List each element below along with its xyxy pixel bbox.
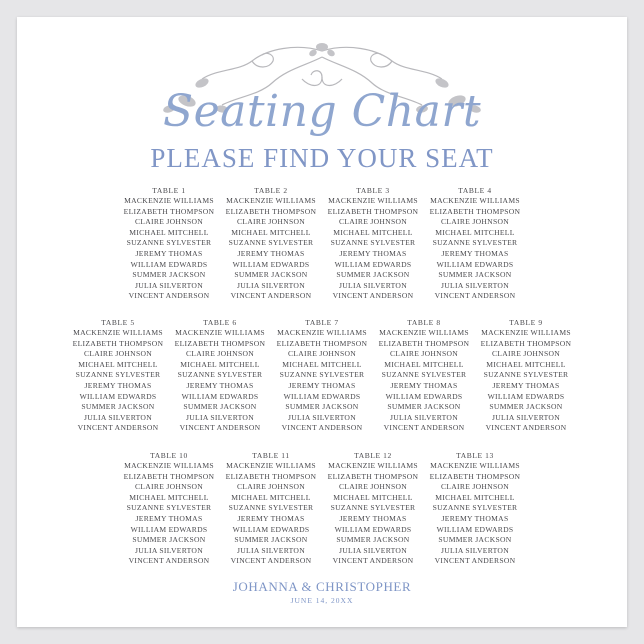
table-name: TABLE 5 xyxy=(101,318,135,327)
guest-name: SUZANNE SYLVESTER xyxy=(483,370,569,380)
table-name: TABLE 10 xyxy=(150,451,188,460)
guest-name: CLAIRE JOHNSON xyxy=(236,217,306,227)
guest-name: SUZANNE SYLVESTER xyxy=(228,238,314,248)
guest-name: MACKENZIE WILLIAMS xyxy=(481,328,571,337)
guest-name: JEREMY THOMAS xyxy=(339,513,407,523)
guest-name: JEREMY THOMAS xyxy=(441,513,509,523)
guest-name: VINCENT ANDERSON xyxy=(128,556,210,566)
guest-name: MACKENZIE WILLIAMS xyxy=(328,196,418,205)
guest-name: CLAIRE JOHNSON xyxy=(440,217,510,227)
guest-name: WILLIAM EDWARDS xyxy=(130,259,208,269)
guest-name: SUZANNE SYLVESTER xyxy=(228,503,314,513)
seating-table xyxy=(424,185,526,302)
guest-name: ELIZABETH THOMPSON xyxy=(276,338,368,348)
guest-name: WILLIAM EDWARDS xyxy=(181,391,259,401)
guest-name: ELIZABETH THOMPSON xyxy=(225,471,317,481)
guest-name: SUMMER JACKSON xyxy=(81,402,155,412)
guest-name: CLAIRE JOHNSON xyxy=(134,482,204,492)
guest-name: MICHAEL MITCHELL xyxy=(435,227,515,237)
guest-name: VINCENT ANDERSON xyxy=(332,291,414,301)
seating-table xyxy=(220,185,322,302)
guest-name: MICHAEL MITCHELL xyxy=(282,359,362,369)
guest-name: JULIA SILVERTON xyxy=(390,412,458,422)
guest-name: JULIA SILVERTON xyxy=(135,280,203,290)
seating-chart-poster xyxy=(17,17,627,627)
guest-name: JULIA SILVERTON xyxy=(237,545,305,555)
guest-name: JULIA SILVERTON xyxy=(288,412,356,422)
guest-name: JEREMY THOMAS xyxy=(441,248,509,258)
guest-name: SUMMER JACKSON xyxy=(336,535,410,545)
guest-name: SUMMER JACKSON xyxy=(132,535,206,545)
guest-name: JULIA SILVERTON xyxy=(135,545,203,555)
couple-names: JOHANNA & CHRISTOPHER xyxy=(232,579,412,594)
guest-name: SUMMER JACKSON xyxy=(234,535,308,545)
guest-name: JEREMY THOMAS xyxy=(84,380,152,390)
guest-name: SUMMER JACKSON xyxy=(132,270,206,280)
table-name: TABLE 12 xyxy=(354,451,392,460)
guest-name: MACKENZIE WILLIAMS xyxy=(226,461,316,470)
table-name: TABLE 11 xyxy=(252,451,290,460)
guest-name: JULIA SILVERTON xyxy=(441,545,509,555)
guest-name: MACKENZIE WILLIAMS xyxy=(277,328,367,337)
guest-name: JEREMY THOMAS xyxy=(339,248,407,258)
table-name: TABLE 3 xyxy=(356,186,390,195)
guest-name: VINCENT ANDERSON xyxy=(332,556,414,566)
guest-name: CLAIRE JOHNSON xyxy=(83,349,153,359)
guest-name: SUMMER JACKSON xyxy=(438,535,512,545)
guest-name: JEREMY THOMAS xyxy=(135,248,203,258)
guest-name: MACKENZIE WILLIAMS xyxy=(226,196,316,205)
guest-name: CLAIRE JOHNSON xyxy=(491,349,561,359)
guest-name: VINCENT ANDERSON xyxy=(383,423,465,433)
guest-name: VINCENT ANDERSON xyxy=(485,423,567,433)
guest-name: WILLIAM EDWARDS xyxy=(283,391,361,401)
guest-name: MACKENZIE WILLIAMS xyxy=(175,328,265,337)
guest-name: SUMMER JACKSON xyxy=(336,270,410,280)
seating-table xyxy=(322,450,424,567)
guest-name: MICHAEL MITCHELL xyxy=(78,359,158,369)
guest-name: SUZANNE SYLVESTER xyxy=(432,238,518,248)
seating-table xyxy=(67,317,169,434)
guest-name: JULIA SILVERTON xyxy=(339,280,407,290)
guest-name: MACKENZIE WILLIAMS xyxy=(379,328,469,337)
table-name: TABLE 6 xyxy=(203,318,237,327)
guest-name: SUZANNE SYLVESTER xyxy=(330,503,416,513)
guest-name: ELIZABETH THOMPSON xyxy=(72,338,164,348)
guest-name: WILLIAM EDWARDS xyxy=(232,259,310,269)
seating-table xyxy=(169,317,271,434)
guest-name: WILLIAM EDWARDS xyxy=(487,391,565,401)
table-name: TABLE 8 xyxy=(407,318,441,327)
guest-name: JEREMY THOMAS xyxy=(390,380,458,390)
guest-name: CLAIRE JOHNSON xyxy=(287,349,357,359)
table-name: TABLE 9 xyxy=(509,318,543,327)
guest-name: ELIZABETH THOMPSON xyxy=(123,471,215,481)
guest-name: MICHAEL MITCHELL xyxy=(180,359,260,369)
guest-name: SUZANNE SYLVESTER xyxy=(75,370,161,380)
guest-name: VINCENT ANDERSON xyxy=(77,423,159,433)
guest-name: JULIA SILVERTON xyxy=(237,280,305,290)
guest-name: MICHAEL MITCHELL xyxy=(333,492,413,502)
guest-name: WILLIAM EDWARDS xyxy=(436,259,514,269)
guest-name: SUMMER JACKSON xyxy=(489,402,563,412)
guest-name: SUZANNE SYLVESTER xyxy=(177,370,263,380)
guest-name: JULIA SILVERTON xyxy=(84,412,152,422)
guest-name: JULIA SILVERTON xyxy=(441,280,509,290)
guest-name: ELIZABETH THOMPSON xyxy=(378,338,470,348)
table-name: TABLE 2 xyxy=(254,186,288,195)
seating-table xyxy=(118,185,220,302)
guest-name: VINCENT ANDERSON xyxy=(434,556,516,566)
guest-name: MACKENZIE WILLIAMS xyxy=(124,461,214,470)
guest-name: ELIZABETH THOMPSON xyxy=(225,206,317,216)
guest-name: JEREMY THOMAS xyxy=(135,513,203,523)
guest-name: SUZANNE SYLVESTER xyxy=(126,238,212,248)
guest-name: VINCENT ANDERSON xyxy=(230,556,312,566)
table-name: TABLE 4 xyxy=(458,186,492,195)
guest-name: MACKENZIE WILLIAMS xyxy=(430,461,520,470)
guest-name: SUMMER JACKSON xyxy=(387,402,461,412)
guest-name: ELIZABETH THOMPSON xyxy=(429,206,521,216)
guest-name: JEREMY THOMAS xyxy=(288,380,356,390)
guest-name: ELIZABETH THOMPSON xyxy=(174,338,266,348)
guest-name: SUZANNE SYLVESTER xyxy=(330,238,416,248)
guest-name: CLAIRE JOHNSON xyxy=(185,349,255,359)
guest-name: JEREMY THOMAS xyxy=(237,248,305,258)
guest-name: MACKENZIE WILLIAMS xyxy=(328,461,418,470)
guest-name: VINCENT ANDERSON xyxy=(230,291,312,301)
guest-name: VINCENT ANDERSON xyxy=(281,423,363,433)
guest-name: MACKENZIE WILLIAMS xyxy=(124,196,214,205)
guest-name: JULIA SILVERTON xyxy=(339,545,407,555)
table-row-2 xyxy=(17,317,627,434)
table-name: TABLE 1 xyxy=(152,186,186,195)
guest-name: VINCENT ANDERSON xyxy=(434,291,516,301)
guest-name: SUMMER JACKSON xyxy=(234,270,308,280)
table-row-3 xyxy=(17,450,627,567)
guest-name: MICHAEL MITCHELL xyxy=(384,359,464,369)
guest-name: CLAIRE JOHNSON xyxy=(389,349,459,359)
guest-name: SUZANNE SYLVESTER xyxy=(126,503,212,513)
table-row-1 xyxy=(17,185,627,302)
event-date: JUNE 14, 20XX xyxy=(290,596,354,605)
guest-name: JULIA SILVERTON xyxy=(186,412,254,422)
guest-name: CLAIRE JOHNSON xyxy=(338,482,408,492)
guest-name: WILLIAM EDWARDS xyxy=(130,524,208,534)
guest-name: ELIZABETH THOMPSON xyxy=(123,206,215,216)
guest-name: MICHAEL MITCHELL xyxy=(435,492,515,502)
guest-name: JULIA SILVERTON xyxy=(492,412,560,422)
guest-name: MICHAEL MITCHELL xyxy=(129,492,209,502)
guest-name: SUMMER JACKSON xyxy=(285,402,359,412)
guest-name: SUMMER JACKSON xyxy=(438,270,512,280)
guest-name: VINCENT ANDERSON xyxy=(179,423,261,433)
guest-name: WILLIAM EDWARDS xyxy=(79,391,157,401)
guest-name: CLAIRE JOHNSON xyxy=(134,217,204,227)
seating-table xyxy=(373,317,475,434)
guest-name: VINCENT ANDERSON xyxy=(128,291,210,301)
guest-name: MICHAEL MITCHELL xyxy=(333,227,413,237)
guest-name: SUZANNE SYLVESTER xyxy=(432,503,518,513)
guest-name: WILLIAM EDWARDS xyxy=(334,259,412,269)
guest-name: SUZANNE SYLVESTER xyxy=(381,370,467,380)
seating-table xyxy=(322,185,424,302)
guest-name: JEREMY THOMAS xyxy=(492,380,560,390)
guest-name: MICHAEL MITCHELL xyxy=(486,359,566,369)
seating-table xyxy=(271,317,373,434)
table-name: TABLE 7 xyxy=(305,318,339,327)
guest-name: SUMMER JACKSON xyxy=(183,402,257,412)
table-name: TABLE 13 xyxy=(456,451,494,460)
page-subtitle: PLEASE FIND YOUR SEAT xyxy=(150,143,494,173)
guest-name: ELIZABETH THOMPSON xyxy=(327,471,419,481)
guest-name: CLAIRE JOHNSON xyxy=(338,217,408,227)
guest-name: WILLIAM EDWARDS xyxy=(436,524,514,534)
guest-name: WILLIAM EDWARDS xyxy=(385,391,463,401)
guest-name: JEREMY THOMAS xyxy=(186,380,254,390)
guest-name: MICHAEL MITCHELL xyxy=(231,227,311,237)
guest-name: WILLIAM EDWARDS xyxy=(232,524,310,534)
seating-table xyxy=(475,317,577,434)
guest-name: ELIZABETH THOMPSON xyxy=(480,338,572,348)
page-title: Seating Chart xyxy=(162,86,482,137)
guest-name: MACKENZIE WILLIAMS xyxy=(73,328,163,337)
guest-name: ELIZABETH THOMPSON xyxy=(327,206,419,216)
guest-name: MICHAEL MITCHELL xyxy=(129,227,209,237)
guest-name: JEREMY THOMAS xyxy=(237,513,305,523)
guest-name: MACKENZIE WILLIAMS xyxy=(430,196,520,205)
guest-name: ELIZABETH THOMPSON xyxy=(429,471,521,481)
guest-name: CLAIRE JOHNSON xyxy=(236,482,306,492)
guest-name: MICHAEL MITCHELL xyxy=(231,492,311,502)
guest-name: CLAIRE JOHNSON xyxy=(440,482,510,492)
guest-name: WILLIAM EDWARDS xyxy=(334,524,412,534)
seating-table xyxy=(118,450,220,567)
seating-table xyxy=(424,450,526,567)
seating-table xyxy=(220,450,322,567)
guest-name: SUZANNE SYLVESTER xyxy=(279,370,365,380)
